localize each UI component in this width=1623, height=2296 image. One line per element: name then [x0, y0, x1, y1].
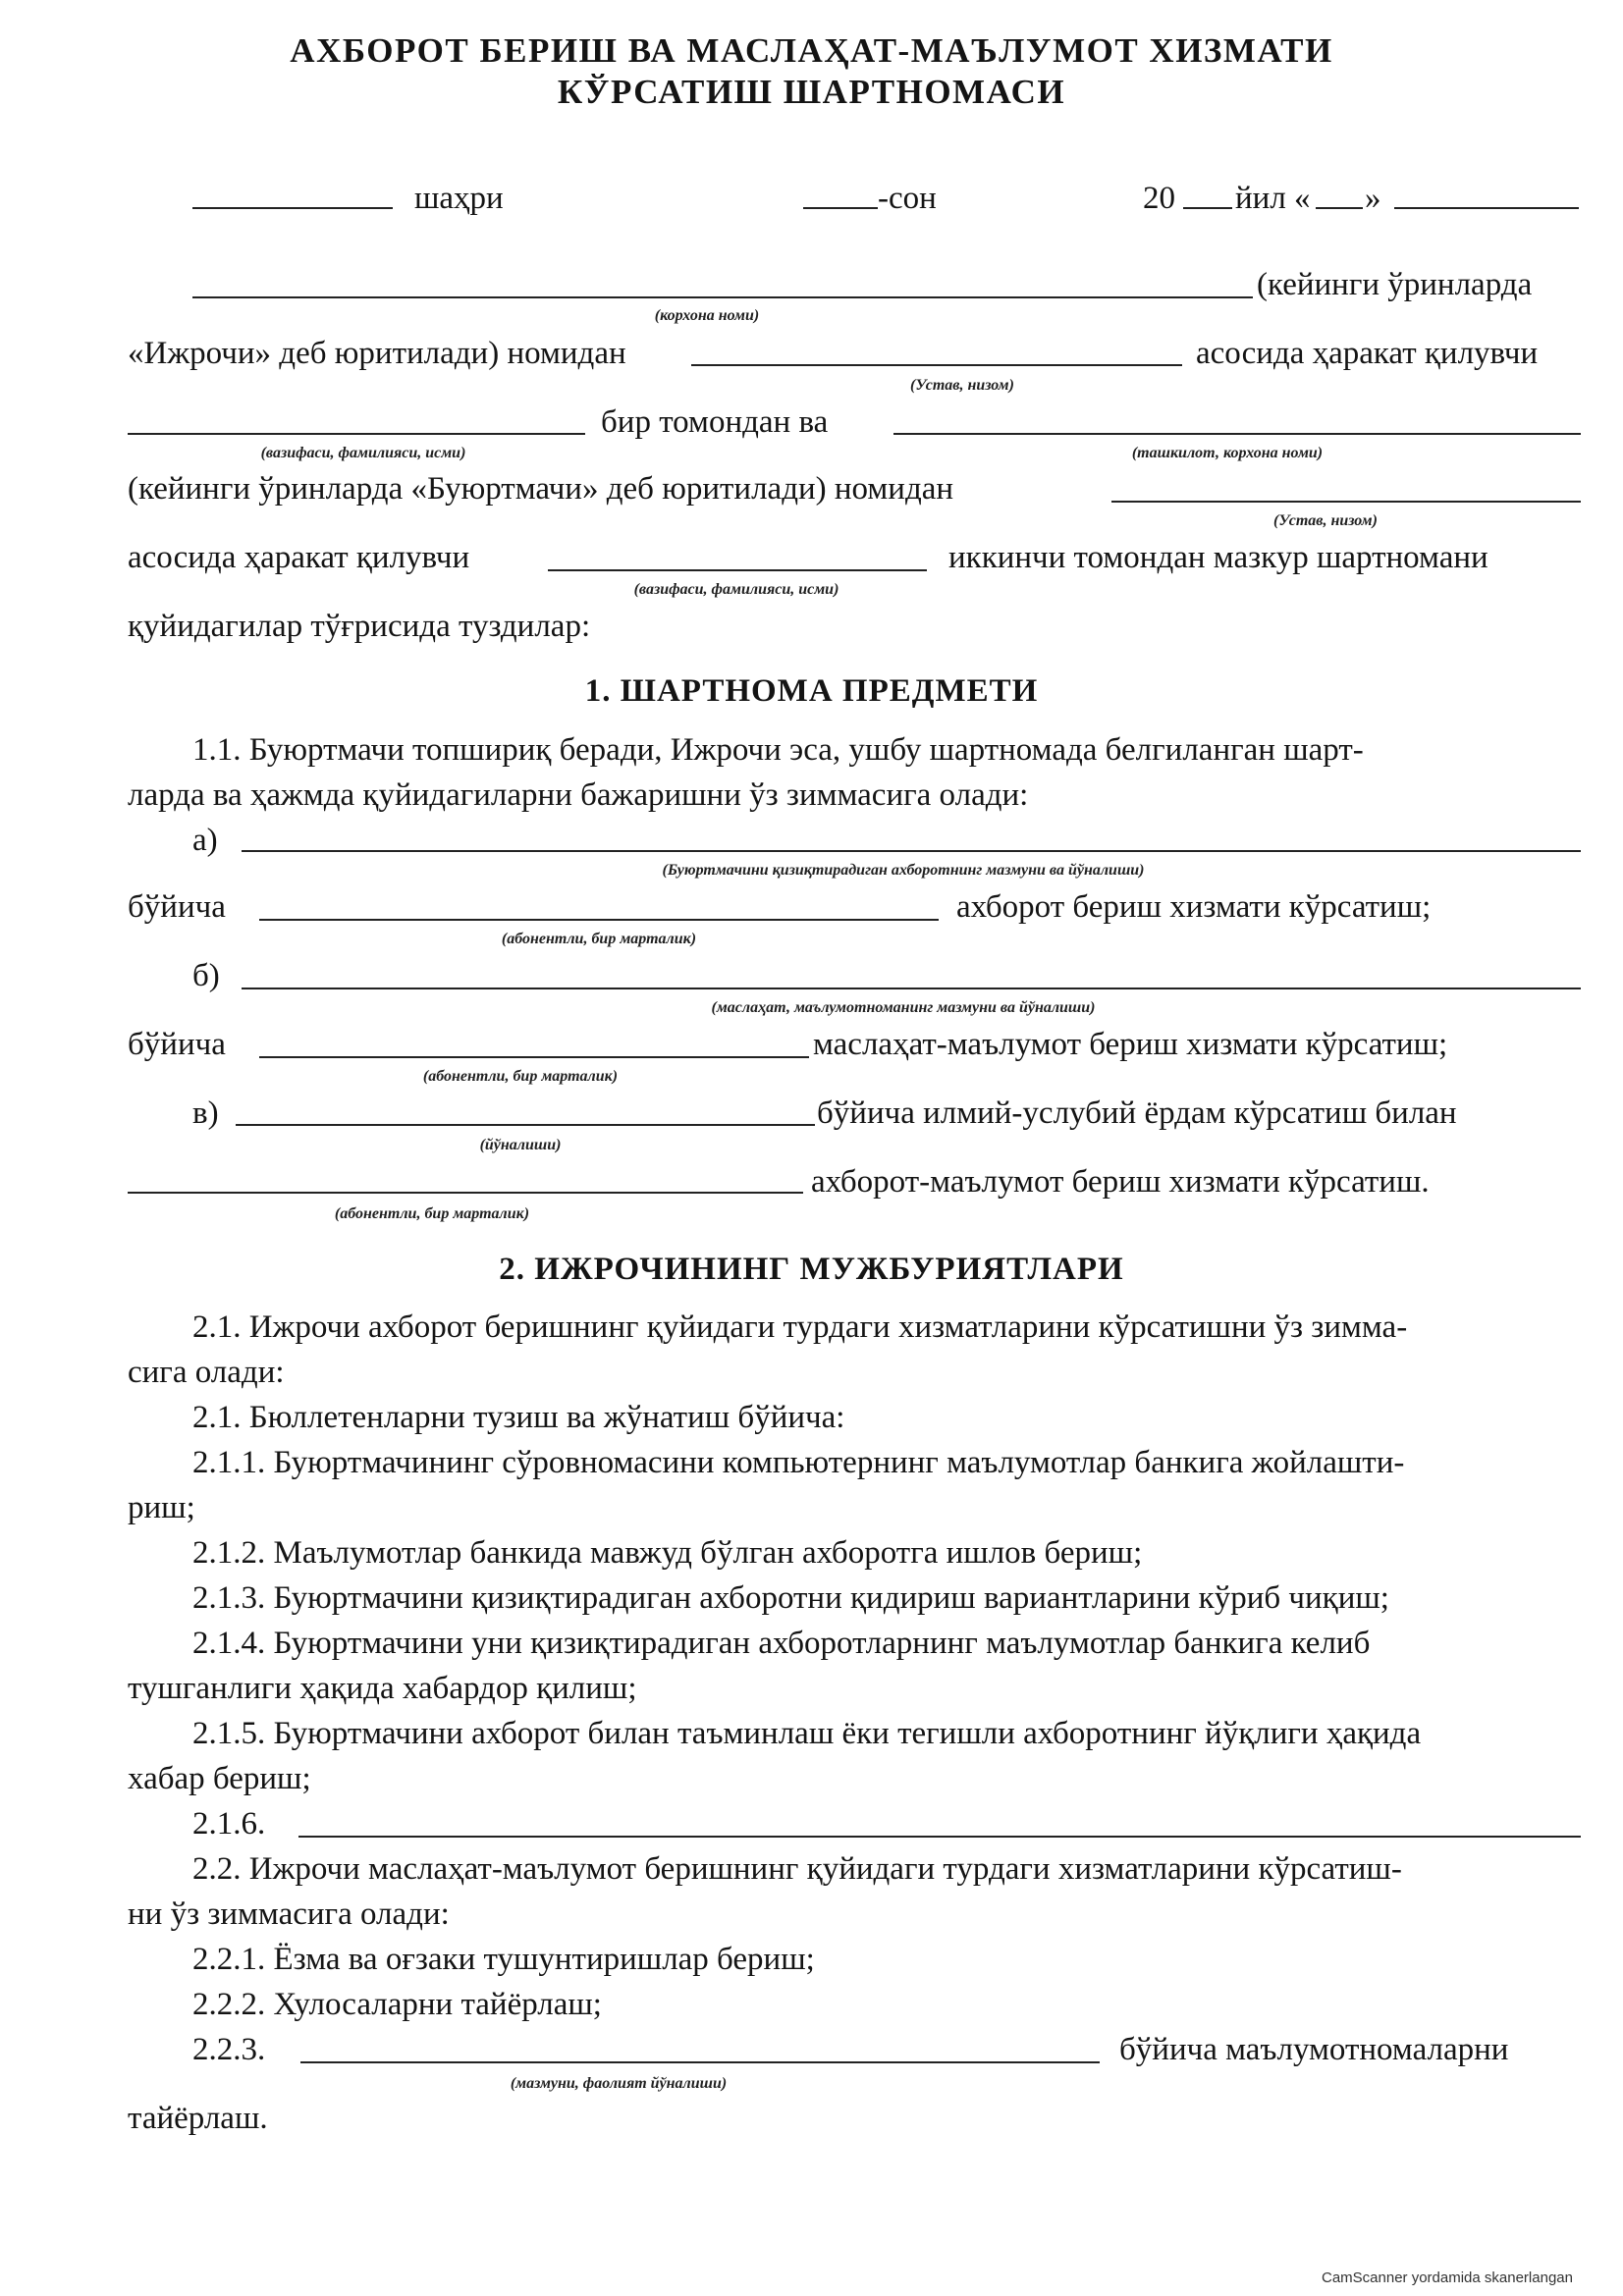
- item-a-blank: [242, 850, 1581, 852]
- quote-close: »: [1365, 181, 1381, 216]
- document-title-line2: КЎРСАТИШ ШАРТНОМАСИ: [557, 73, 1066, 111]
- hint-position-2: (вазифаси, фамилияси, исми): [633, 581, 839, 598]
- scanner-watermark: CamScanner yordamida skanerlangan: [1322, 2269, 1573, 2286]
- section1-heading: 1. ШАРТНОМА ПРЕДМЕТИ: [584, 673, 1039, 709]
- item-a2-blank: [259, 919, 939, 921]
- hint-item-a2: (абонентли, бир марталик): [501, 931, 697, 947]
- position-blank-2: [548, 569, 927, 571]
- item-v2-end: ахборот-маълумот бериш хизмати кўрсатиш.: [811, 1164, 1430, 1200]
- clause-2-1-5-line2: хабар бериш;: [128, 1761, 311, 1796]
- item-v2-blank: [128, 1192, 803, 1194]
- number-blank: [803, 207, 878, 209]
- clause-2-1-3: 2.1.3. Буюртмачини қизиқтирадиган ахборотни қидириш вариантларини кўриб чиқиш;: [192, 1580, 1389, 1616]
- year-prefix: 20: [1143, 181, 1175, 216]
- clause-2-1-4-line2: тушганлиги ҳақида хабардор қилиш;: [128, 1671, 637, 1706]
- clause-2-2-3-end: бўйича маълумотномаларни: [1119, 2032, 1509, 2067]
- item-a2-end: ахборот бериш хизмати кўрсатиш;: [956, 889, 1432, 925]
- item-v-blank: [236, 1124, 815, 1126]
- parties-p1-end: (кейинги ўринларда: [1257, 267, 1533, 302]
- hint-charter-1: (Устав, низом): [910, 377, 1014, 394]
- parties-p5-start: асосида ҳаракат қилувчи: [128, 540, 470, 575]
- clause-2-1-line1: 2.1. Ижрочи ахборот беришнинг қуйидаги турдаги хизматларини кўрсатишни ўз зимма-: [192, 1309, 1408, 1345]
- parties-p2-end: асосида ҳаракат қилувчи: [1196, 336, 1539, 371]
- document-title-line1: АХБОРОТ БЕРИШ ВА МАСЛАҲАТ-МАЪЛУМОТ ХИЗМАТИ: [290, 31, 1333, 70]
- hint-org-2: (ташкилот, корхона номи): [1131, 445, 1324, 461]
- item-b-blank: [242, 988, 1581, 989]
- clause-2-1b: 2.1. Бюллетенларни тузиш ва жўнатиш бўйича:: [192, 1400, 845, 1435]
- clause-2-1-4-line1: 2.1.4. Буюртмачини уни қизиқтирадиган ахборотларнинг маълумотлар банкига келиб: [192, 1626, 1371, 1661]
- hint-item-b2: (абонентли, бир марталик): [422, 1068, 619, 1085]
- clause-2-2-line2: ни ўз зиммасига олади:: [128, 1896, 450, 1932]
- hint-item-b: (маслаҳат, маълумотноманинг мазмуни ва йўналиши): [711, 999, 1096, 1016]
- item-b2-start: бўйича: [128, 1027, 226, 1062]
- clause-2-2-2: 2.2.2. Хулосаларни тайёрлаш;: [192, 1987, 602, 2022]
- clause-2-1-6-blank: [298, 1836, 1581, 1838]
- clause-2-2-line1: 2.2. Ижрочи маслаҳат-маълумот беришнинг қуйидаги турдаги хизматларини кўрсатиш-: [192, 1851, 1402, 1887]
- section2-heading: 2. ИЖРОЧИНИНГ МУЖБУРИЯТЛАРИ: [499, 1252, 1124, 1287]
- charter-blank-1: [691, 364, 1182, 366]
- hint-item-v: (йўналиши): [479, 1137, 562, 1153]
- parties-p6: қуйидагилар тўғрисида туздилар:: [128, 609, 591, 644]
- year-text: йил «: [1235, 181, 1311, 216]
- charter-blank-2: [1111, 501, 1581, 503]
- org2-blank: [893, 433, 1581, 435]
- year-blank: [1183, 207, 1232, 209]
- clause-2-2-3-blank: [300, 2061, 1100, 2063]
- parties-p2-start: «Ижрочи» деб юритилади) номидан: [128, 336, 626, 371]
- clause-2-1-1-line2: риш;: [128, 1490, 195, 1525]
- item-a-label: а): [192, 823, 218, 858]
- parties-p3-mid: бир томондан ва: [601, 404, 829, 440]
- month-blank: [1394, 207, 1579, 209]
- parties-p4-start: (кейинги ўринларда «Буюртмачи» деб юритилади) номидан: [128, 471, 954, 507]
- hint-org: (корхона номи): [654, 307, 760, 324]
- position-blank-1: [128, 433, 585, 435]
- org-name-blank: [192, 296, 1253, 298]
- clause-1-1-line1: 1.1. Буюртмачи топшириқ беради, Ижрочи эса, ушбу шартномада белгиланган шарт-: [192, 732, 1364, 768]
- clause-2-2-1: 2.2.1. Ёзма ва оғзаки тушунтиришлар бериш;: [192, 1942, 815, 1977]
- clause-2-1-2: 2.1.2. Маълумотлар банкида мавжуд бўлган ахборотга ишлов бериш;: [192, 1535, 1143, 1571]
- hint-item-v2: (абонентли, бир марталик): [334, 1205, 530, 1222]
- parties-p5-end: иккинчи томондан мазкур шартномани: [948, 540, 1488, 575]
- city-blank: [192, 207, 393, 209]
- item-v-end: бўйича илмий-услубий ёрдам кўрсатиш билан: [817, 1095, 1457, 1131]
- item-a2-start: бўйича: [128, 889, 226, 925]
- hint-clause-2-2-3: (мазмуни, фаолият йўналиши): [510, 2075, 728, 2092]
- item-b-label: б): [192, 958, 220, 993]
- clause-2-2-3: 2.2.3.: [192, 2032, 266, 2067]
- clause-1-1-line2: ларда ва ҳажмда қуйидагиларни бажаришни ўз зиммасига олади:: [128, 777, 1029, 813]
- hint-position-1: (вазифаси, фамилияси, исми): [260, 445, 466, 461]
- item-b2-end: маслаҳат-маълумот бериш хизмати кўрсатиш;: [813, 1027, 1448, 1062]
- clause-2-2-3-line2: тайёрлаш.: [128, 2101, 268, 2136]
- clause-2-1-1-line1: 2.1.1. Буюртмачининг сўровномасини компьютернинг маълумотлар банкига жойлашти-: [192, 1445, 1405, 1480]
- item-v-label: в): [192, 1095, 219, 1131]
- day-blank: [1316, 207, 1363, 209]
- clause-2-1-line2: сига олади:: [128, 1355, 285, 1390]
- number-suffix: -сон: [878, 181, 937, 216]
- clause-2-1-5-line1: 2.1.5. Буюртмачини ахборот билан таъминлаш ёки тегишли ахборотнинг йўқлиги ҳақида: [192, 1716, 1422, 1751]
- city-suffix: шаҳри: [414, 181, 504, 216]
- hint-charter-2: (Устав, низом): [1273, 512, 1378, 529]
- item-b2-blank: [259, 1056, 809, 1058]
- hint-item-a: (Буюртмачини қизиқтирадиган ахборотнинг мазмуни ва йўналиши): [662, 862, 1145, 879]
- clause-2-1-6: 2.1.6.: [192, 1806, 266, 1842]
